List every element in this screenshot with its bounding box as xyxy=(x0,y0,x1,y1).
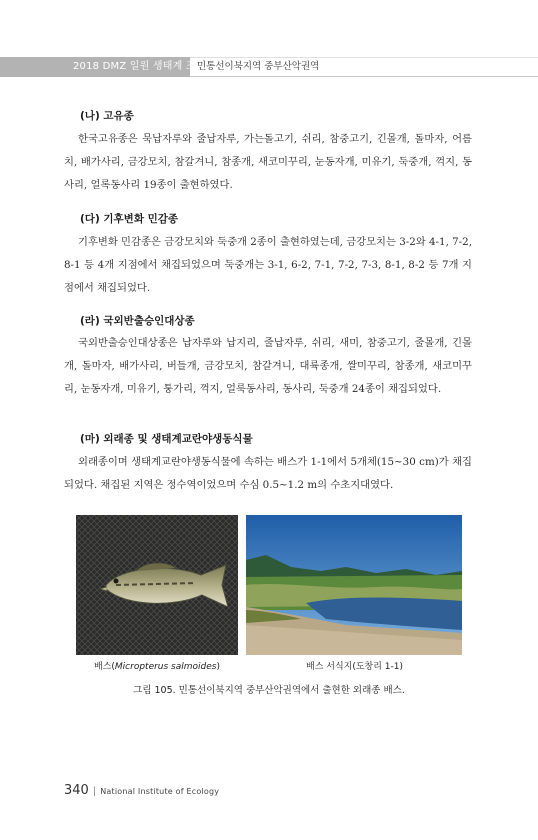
section-heading-export: (라) 국외반출승인대상종 xyxy=(80,315,195,327)
section-text-export: 국외반출승인대상종은 납자루와 납지리, 줄납자루, 쉬리, 새미, 참중고기, 줄몰개, 긴몰개, 돌마자, 배가사리, 버들개, 금강모치, 참갈겨니, 대륙종개, 쌀미꾸리, 참종개, 새코미꾸리, 눈동자개, 미유기, 퉁가리, 꺽지, 얼룩동사리, 동사리, 둑중개 24종이 채집되었다. xyxy=(64,337,472,395)
header-report-title: 2018 DMZ 일원 생태계 조사 xyxy=(73,61,206,72)
caption-left-prefix: 배스( xyxy=(94,662,115,672)
section-heading-invasive: (마) 외래종 및 생태계교란야생동식물 xyxy=(80,433,253,445)
page-footer xyxy=(64,779,219,798)
running-header xyxy=(0,57,538,77)
caption-left-suffix: ) xyxy=(216,662,220,672)
bass-photo xyxy=(76,515,238,655)
section-heading-endemic: (나) 고유종 xyxy=(80,110,134,122)
section-text-climate: 기후변화 민감종은 금강모치와 둑중개 2종이 출현하였는데, 금강모치는 3-2와 4-1, 7-2, 8-1 등 4개 지점에서 채집되었으며 둑중개는 3-1, 6-2, 7-1, 7-2, 7-3, 8-1, 8-2 등 7개 지점에서 채집되었다. xyxy=(64,236,472,294)
habitat-photo xyxy=(246,515,462,655)
page-number: 340 xyxy=(64,783,89,798)
footer-separator: | xyxy=(92,786,97,797)
section-text-invasive: 외래종이며 생태계교란야생동식물에 속하는 배스가 1-1에서 5개체(15~30 cm)가 채집되었다. 채집된 지역은 정수역이었으며 수심 0.5~1.2 m의 수초지대였다. xyxy=(64,456,472,491)
bass-photo-caption xyxy=(94,659,220,672)
figure-caption: 그림 105. 민통선이북지역 중부산악권역에서 출현한 외래종 배스. xyxy=(133,685,405,696)
footer-institute: National Institute of Ecology xyxy=(100,787,220,796)
section-heading-climate: (다) 기후변화 민감종 xyxy=(80,213,179,225)
caption-left-scientific-name: Micropterus salmoides xyxy=(114,662,217,672)
section-text-endemic: 한국고유종은 묵납자루와 줄납자루, 가는돌고기, 쉬리, 참중고기, 긴몰개, 돌마자, 어름치, 배가사리, 금강모치, 참갈겨니, 참종개, 새코미꾸리, 눈동자개, 미유기, 둑중개, 꺽지, 동사리, 얼록동사리 19종이 출현하였다. xyxy=(64,133,472,191)
habitat-photo-caption: 배스 서식지(도창리 1-1) xyxy=(306,662,403,672)
header-region-title: 민통선이북지역 중부산악권역 xyxy=(197,61,320,72)
